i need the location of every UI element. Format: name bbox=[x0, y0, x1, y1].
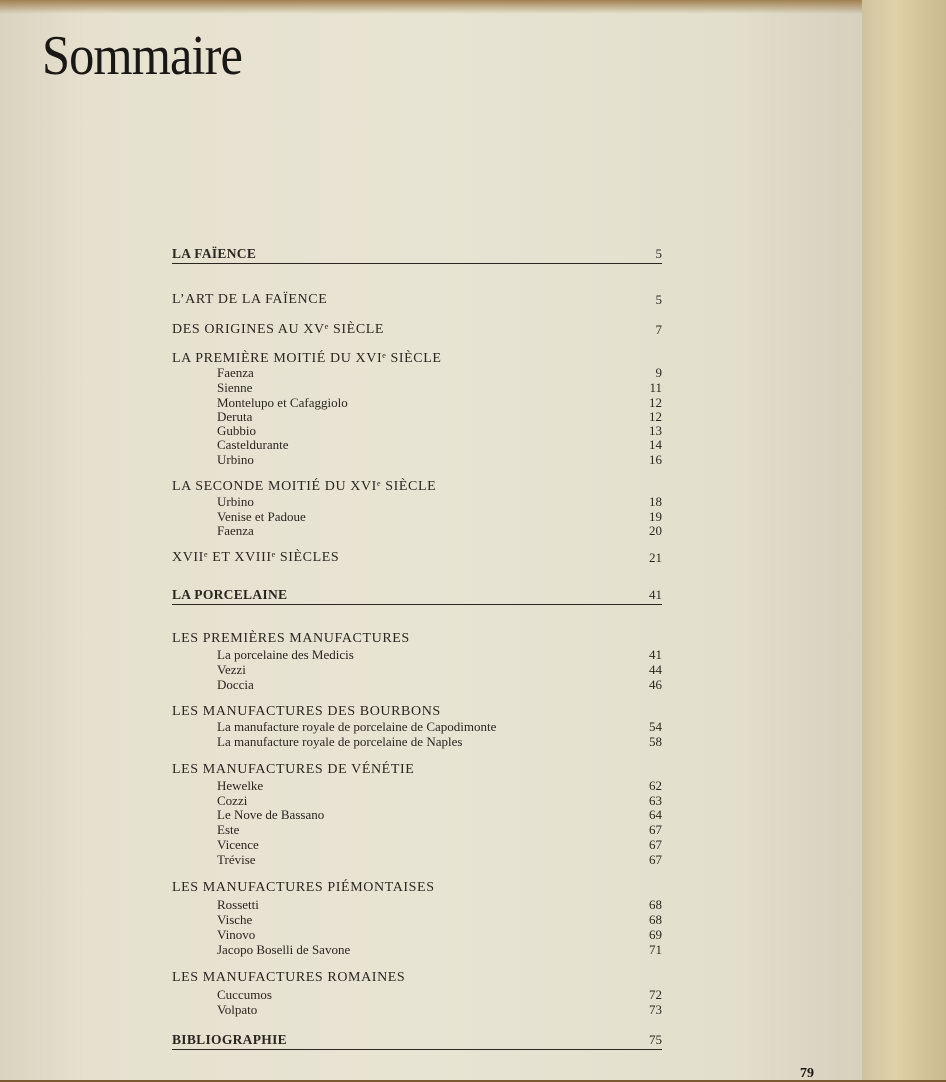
toc-label: Hewelke bbox=[217, 778, 264, 793]
toc-page-number: 21 bbox=[649, 550, 662, 565]
toc-page-number: 62 bbox=[649, 778, 662, 793]
toc-page-number: 7 bbox=[655, 322, 662, 337]
toc-subsection bbox=[172, 734, 662, 752]
toc-page-number: 5 bbox=[655, 246, 662, 261]
toc-label: Sienne bbox=[217, 380, 253, 395]
toc-section bbox=[172, 550, 662, 568]
toc-label: LA SECONDE MOITIÉ DU XVIᵉ SIÈCLE bbox=[172, 479, 437, 494]
toc-subsection bbox=[172, 677, 662, 695]
toc-label: Gubbio bbox=[217, 423, 256, 438]
toc-page-number: 11 bbox=[649, 380, 662, 395]
toc-page-number: 12 bbox=[649, 409, 662, 424]
toc-section bbox=[172, 970, 662, 988]
next-page-edge bbox=[862, 0, 946, 1080]
toc-page-number: 20 bbox=[649, 523, 662, 538]
toc-page-number: 68 bbox=[649, 897, 662, 912]
toc-label: LA PREMIÈRE MOITIÉ DU XVIᵉ SIÈCLE bbox=[172, 351, 442, 366]
toc-subsection bbox=[172, 452, 662, 470]
toc-page-number: 9 bbox=[655, 365, 662, 380]
toc-label: Doccia bbox=[217, 677, 254, 692]
toc-section bbox=[172, 292, 662, 310]
toc-page-number: 18 bbox=[649, 494, 662, 509]
toc-page-number: 44 bbox=[649, 662, 662, 677]
toc-label: Trévise bbox=[217, 852, 256, 867]
toc-page-number: 14 bbox=[649, 437, 662, 452]
toc-bibliography bbox=[172, 1032, 662, 1050]
toc-label: La porcelaine des Medicis bbox=[217, 647, 354, 662]
toc-label: Montelupo et Cafaggiolo bbox=[217, 395, 348, 410]
toc-page-number: 46 bbox=[649, 677, 662, 692]
toc-label: Faenza bbox=[217, 365, 254, 380]
toc-label: Casteldurante bbox=[217, 437, 289, 452]
toc-label: LA PORCELAINE bbox=[172, 587, 288, 602]
toc-label: Cuccumos bbox=[217, 987, 272, 1002]
toc-label: BIBLIOGRAPHIE bbox=[172, 1032, 287, 1047]
toc-label: Vinovo bbox=[217, 927, 256, 942]
toc-label: Volpato bbox=[217, 1002, 258, 1017]
page-number: 79 bbox=[800, 1066, 814, 1081]
toc-part-porcelaine bbox=[172, 587, 662, 605]
toc-subsection bbox=[172, 523, 662, 541]
toc-page-number: 63 bbox=[649, 793, 662, 808]
toc-page-number: 73 bbox=[649, 1002, 662, 1017]
toc-subsection bbox=[172, 852, 662, 870]
toc-label: Urbino bbox=[217, 494, 254, 509]
toc-page-number: 75 bbox=[649, 1032, 662, 1047]
toc-label: La manufacture royale de porcelaine de Naples bbox=[217, 734, 463, 749]
toc-part-faience bbox=[172, 246, 662, 264]
toc-subsection bbox=[172, 942, 662, 960]
toc-page-number: 64 bbox=[649, 807, 662, 822]
toc-label: LES MANUFACTURES ROMAINES bbox=[172, 970, 406, 985]
part-divider bbox=[172, 604, 662, 605]
toc-page-number: 71 bbox=[649, 942, 662, 957]
toc-label: LES PREMIÈRES MANUFACTURES bbox=[172, 631, 410, 646]
toc-page-number: 67 bbox=[649, 852, 662, 867]
page-title: Sommaire bbox=[42, 25, 242, 87]
toc-page-number: 19 bbox=[649, 509, 662, 524]
toc-label: Deruta bbox=[217, 409, 253, 424]
toc-label: Jacopo Boselli de Savone bbox=[217, 942, 351, 957]
toc-label: LES MANUFACTURES PIÉMONTAISES bbox=[172, 880, 435, 895]
toc-page-number: 68 bbox=[649, 912, 662, 927]
part-divider bbox=[172, 263, 662, 264]
toc-label: Vezzi bbox=[217, 662, 246, 677]
toc-page-number: 41 bbox=[649, 647, 662, 662]
toc-label: Cozzi bbox=[217, 793, 248, 808]
toc-page-number: 12 bbox=[649, 395, 662, 410]
toc-page-number: 54 bbox=[649, 719, 662, 734]
toc-label: Urbino bbox=[217, 452, 254, 467]
toc-label: Vische bbox=[217, 912, 253, 927]
page-top-shadow bbox=[0, 0, 862, 14]
toc-label: Faenza bbox=[217, 523, 254, 538]
toc-page-number: 16 bbox=[649, 452, 662, 467]
toc-page-number: 13 bbox=[649, 423, 662, 438]
toc-page-number: 67 bbox=[649, 837, 662, 852]
toc-label: La manufacture royale de porcelaine de Capodimonte bbox=[217, 719, 497, 734]
toc-page-number: 5 bbox=[655, 292, 662, 307]
toc-label: Le Nove de Bassano bbox=[217, 807, 325, 822]
toc-page-number: 69 bbox=[649, 927, 662, 942]
toc-page-number: 41 bbox=[649, 587, 662, 602]
toc-label: Venise et Padoue bbox=[217, 509, 306, 524]
toc-page-number: 58 bbox=[649, 734, 662, 749]
toc-section bbox=[172, 880, 662, 898]
toc-section bbox=[172, 322, 662, 340]
toc-label: LES MANUFACTURES DE VÉNÉTIE bbox=[172, 762, 415, 777]
toc-label: LA FAÏENCE bbox=[172, 246, 257, 261]
toc-page-number: 67 bbox=[649, 822, 662, 837]
toc-label: Vicence bbox=[217, 837, 259, 852]
toc-label: DES ORIGINES AU XVᵉ SIÈCLE bbox=[172, 322, 385, 337]
part-divider bbox=[172, 1049, 662, 1050]
toc-subsection bbox=[172, 1002, 662, 1020]
toc-page-number: 72 bbox=[649, 987, 662, 1002]
toc-label: Rossetti bbox=[217, 897, 259, 912]
toc-label: L’ART DE LA FAÏENCE bbox=[172, 292, 328, 307]
toc-label: Este bbox=[217, 822, 240, 837]
toc-label: LES MANUFACTURES DES BOURBONS bbox=[172, 704, 441, 719]
toc-label: XVIIᵉ ET XVIIIᵉ SIÈCLES bbox=[172, 550, 340, 565]
